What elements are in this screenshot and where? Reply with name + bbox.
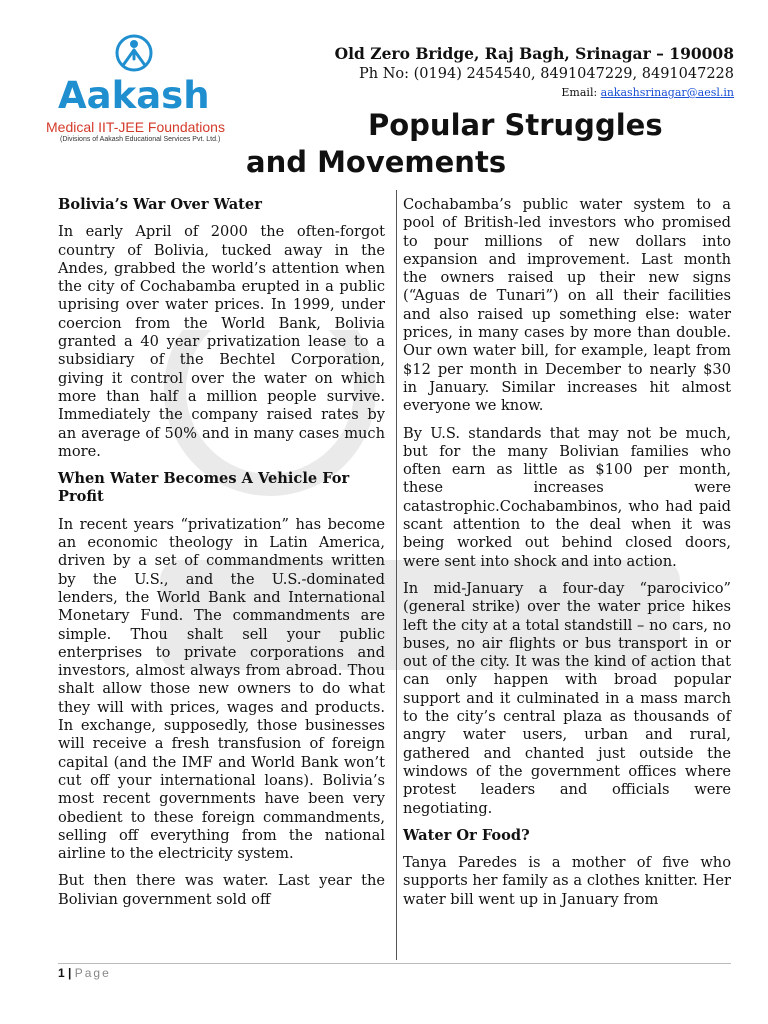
address-line: Old Zero Bridge, Raj Bagh, Srinagar – 190008 <box>334 44 734 63</box>
page-number: 1 <box>58 966 65 980</box>
footer-separator: | <box>68 966 72 980</box>
section-heading-water-food: Water Or Food? <box>403 826 530 844</box>
paragraph: In mid-January a four-day “parocivico” (general strike) over the water price hikes left the city at a total standstill – no cars, no buses, no air flights or bus transport in or out of the city. It was the kind of action that can only happen with broad popular support and it culminated in a mass march to the city’s central plaza as thousands of angry water users, urban and rural, gathered and chanted just outside the windows of the government offices where protest leaders and officials were negotiating. <box>403 579 731 817</box>
paragraph: But then there was water. Last year the Bolivian government sold off <box>58 872 385 908</box>
paragraph: By U.S. standards that may not be much, but for the many Bolivian families who often earn as little as $100 per month, these increases were catastrophic.Cochabambinos, who had paid scant attention to the deal when it was being worked out behind closed doors, were sent into shock and into action. <box>403 424 731 570</box>
paragraph: In recent years “privatization” has become an economic theology in Latin America, driven by a set of commandments written by the U.S., and the U.S.-dominated lenders, the World Bank and International Monetary Fund. The commandments are simple. Thou shalt sell your public enterprises to private corporations and investors, almost always from abroad. Thou shalt allow those new owners to do what they will with prices, wages and products. In exchange, supposedly, those businesses will receive a fresh transfusion of foreign capital (and the IMF and World Bank won’t cut off your international loans). Bolivia’s most recent governments have been very obedient to these foreign commandments, selling off everything from the national airline to the electricity system. <box>58 515 385 863</box>
footer-divider <box>58 963 731 964</box>
phone-line: Ph No: (0194) 2454540, 8491047229, 8491047228 <box>359 66 734 82</box>
logo-wordmark: Aakash <box>58 74 210 117</box>
page-label: Page <box>74 966 111 980</box>
page-footer <box>58 966 111 980</box>
logo-subtitle: Medical IIT-JEE Foundations <box>46 119 225 135</box>
right-column <box>403 196 731 918</box>
paragraph: Tanya Paredes is a mother of five who supports her family as a clothes knitter. Her water bill went up in January from <box>403 854 731 908</box>
section-heading-bolivia: Bolivia’s War Over Water <box>58 196 262 213</box>
email-line <box>335 86 734 99</box>
email-label: Email: <box>561 86 601 99</box>
page-title-line-1: Popular Struggles <box>368 108 663 142</box>
logo-tagline: (Divisions of Aakash Educational Services Pvt. Ltd.) <box>60 136 221 143</box>
email-link[interactable]: aakashsrinagar@aesl.in <box>600 86 734 99</box>
column-divider <box>396 190 397 960</box>
aakash-emblem-icon <box>114 32 154 76</box>
paragraph: In early April of 2000 the often-forgot country of Bolivia, tucked away in the Andes, grabbed the world’s attention when the city of Cochabamba erupted in a public uprising over water prices. In 1999, under coercion from the World Bank, Bolivia granted a 40 year privatization lease to a subsidiary of the Bechtel Corporation, giving it control over the water on which more than half a million people survive. Immediately the company raised rates by an average of 50% and in many cases much more. <box>58 223 385 460</box>
page-title-line-2: and Movements <box>246 145 507 179</box>
section-heading-profit: When Water Becomes A Vehicle For Profit <box>58 470 350 506</box>
paragraph: Cochabamba’s public water system to a pool of British-led investors who promised to pour millions of new dollars into expansion and improvement. Last month the owners raised up their new signs (“Aguas de Tunari”) on all their facilities and also raised up something else: water prices, in many cases by more than double. Our own water bill, for example, leapt from $12 per month in December to nearly $30 in January. Similar increases hit almost everyone we know. <box>403 196 731 415</box>
aakash-logo <box>44 32 240 152</box>
left-column <box>58 196 385 918</box>
contact-block <box>335 44 734 99</box>
